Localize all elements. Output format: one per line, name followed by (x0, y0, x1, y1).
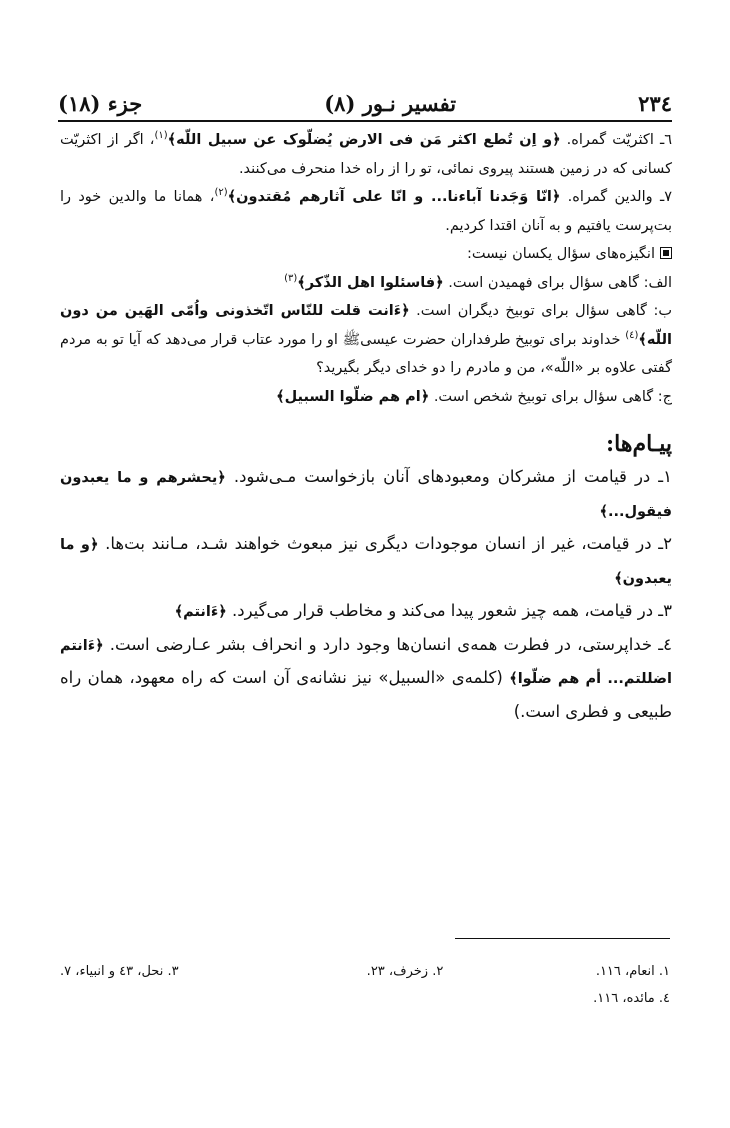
motive-alef: الف: گاهی سؤال برای فهمیدن است. ﴿فاسئلوا اهل الذّکر﴾$^{(۳)}$ (284, 272, 672, 291)
footnote-4: ٤. مائده، ۱۱٦. (593, 991, 670, 1006)
footnote-ref: (۱) (154, 130, 168, 142)
quran-quote: ﴿فاسئلوا اهل الذّکر﴾ (297, 274, 444, 291)
footnote-2: ۲. زخرف، ۲۳. (366, 964, 444, 979)
quran-quote: ﴿ام هم ضلّوا السبیل﴾ (276, 388, 430, 405)
footnote-ref: (۲) (214, 187, 228, 199)
quran-quote: ﴿و ما یعبدون﴾ (60, 537, 672, 587)
message-4: ٤ـ خداپرستی، در فطرت همه‌ی انسان‌ها وجود دارد و انحراف بشر عـارضی است. ﴿ءَانتم اضللتم... أم هم ضلّوا﴾ (کلمه‌ی «السبیل» نیز نشانه‌ی آن است که راه معهود، همان راه طبیعی و فطری است.) (60, 634, 672, 721)
quran-quote: ﴿انّا وَجَدنا آباءنا... و انّا علی آثارهم مُقتدون﴾ (227, 189, 561, 205)
quran-quote: ﴿ءَانت قلت للنّاس اتّخذونی واُمّی الهَین من دون اللّه﴾ (60, 303, 672, 348)
footnote-ref: (۳) (284, 272, 298, 284)
quran-quote: ﴿و اِن تُطع اکثر مَن فی الارض یُضلّوک عن سبیل اللّه﴾ (167, 132, 561, 148)
square-bullet-icon (660, 247, 672, 259)
motive-be: ب: گاهی سؤال برای توبیخ دیگران است. ﴿ءَانت قلت للنّاس اتّخذونی واُمّی الهَین من دون اللّه﴾$^{(٤)}$ خداوند برای توبیخ طرفداران حضرت عیسیﷺ او را مورد عتاب قرار می‌دهد که آیا تو به مردم گفتی علاوه بر «اللّه»، من و مادرم را دو خدای دیگر بگیرید؟ (60, 303, 672, 376)
motives-heading: انگیزه‌های سؤال یکسان نیست: (60, 240, 672, 269)
messages-title: پیـام‌ها: (606, 431, 672, 457)
page-number: ۲۳٤ (638, 91, 672, 116)
point-7: ۷ـ والدین گمراه. ﴿انّا وَجَدنا آباءنا... و انّا علی آثارهم مُقتدون﴾$^{(۲)}$، همانا ما والدین خود را بت‌پرست یافتیم و به آنان اقتدا کردیم. (60, 187, 672, 234)
page-body (60, 126, 672, 728)
quran-quote: ﴿ءَانتم اضللتم... أم هم ضلّوا﴾ (60, 637, 672, 687)
footnote-ref: (٤) (625, 329, 639, 341)
quran-quote: ﴿یحشرهم و ما یعبدون فیقول...﴾ (60, 470, 672, 520)
footnote-row (60, 958, 670, 985)
footnote-row (60, 985, 670, 1012)
footnote-3: ۳. نحل، ٤۳ و انبیاء، ۷. (60, 964, 179, 979)
footnote-1: ۱. انعام، ۱۱٦. (595, 964, 670, 979)
quran-quote: ﴿ءَانتم﴾ (174, 604, 227, 620)
message-3: ۳ـ در قیامت، همه چیز شعور پیدا می‌کند و مخاطب قرار می‌گیرد. ﴿ءَانتم﴾ (174, 601, 672, 620)
book-title: تفسیر نـور (۸) (324, 91, 457, 116)
juz-label: جزء (۱۸) (58, 91, 143, 116)
motive-jim: ج: گاهی سؤال برای توبیخ شخص است. ﴿ام هم ضلّوا السبیل﴾ (276, 388, 672, 405)
page-header (58, 82, 672, 122)
footnotes (60, 958, 670, 1012)
message-1: ۱ـ در قیامت از مشرکان ومعبودهای آنان بازخواست مـی‌شود. ﴿یحشرهم و ما یعبدون فیقول...﴾ (60, 467, 673, 520)
footnote-divider (455, 938, 670, 939)
message-2: ۲ـ در قیامت، غیر از انسان موجودات دیگری نیز مبعوث خواهند شـد، مـانند بت‌ها. ﴿و ما یعبدون﴾ (60, 534, 672, 587)
point-6: ٦ـ اکثریّت گمراه. ﴿و اِن تُطع اکثر مَن فی الارض یُضلّوک عن سبیل اللّه﴾$^{(۱)}$، اگر از اکثریّت کسانی که در زمین هستند پیروی نمائی، تو را از راه خدا منحرف می‌کنند. (60, 130, 672, 177)
